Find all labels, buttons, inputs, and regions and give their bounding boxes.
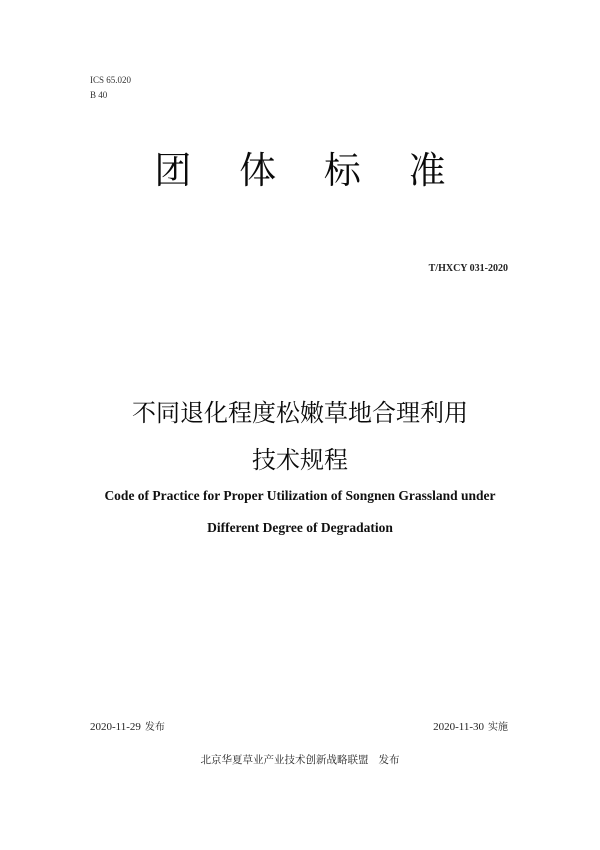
publisher-line (0, 752, 600, 767)
ccs-code: B 40 (90, 90, 108, 100)
ics-code: ICS 65.020 (90, 75, 132, 85)
implement-date-block (433, 718, 508, 733)
chinese-title-line-1: 不同退化程度松嫩草地合理利用 (132, 399, 468, 427)
publish-date-block (90, 718, 165, 733)
implement-label: 实施 (488, 722, 508, 733)
publisher-name: 北京华夏草业产业技术创新战略联盟 (200, 754, 369, 766)
implement-date: 2020-11-30 (433, 721, 484, 733)
classification-codes (90, 73, 131, 103)
publisher-action: 发布 (378, 754, 400, 766)
document-type-title: 团 体 标 准 (154, 149, 464, 192)
publish-date: 2020-11-29 (90, 721, 141, 733)
publish-label: 发布 (144, 722, 165, 733)
chinese-title-line-2: 技术规程 (252, 446, 348, 474)
standard-number: T/HXCY 031-2020 (428, 263, 508, 274)
english-title-line-1: Code of Practice for Proper Utilization of Songnen Grassland under (104, 488, 496, 503)
english-title-line-2: Different Degree of Degradation (207, 520, 393, 535)
